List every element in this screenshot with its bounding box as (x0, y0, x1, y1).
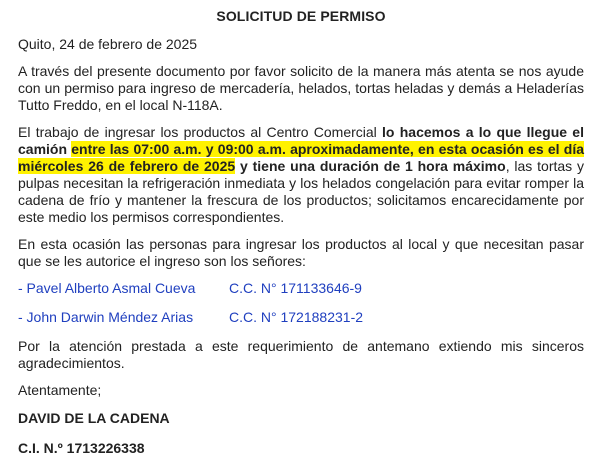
paragraph-people-intro: En esta ocasión las personas para ingresar los productos al local y que necesitan pasar que se les autorice el ingreso son los señores: (18, 236, 584, 269)
date-line: Quito, 24 de febrero de 2025 (18, 36, 198, 52)
person-row (18, 280, 584, 297)
person-name: - Pavel Alberto Asmal Cueva (18, 280, 196, 296)
paragraph-thanks: Por la atención prestada a este requerimiento de antemano extiendo mis sinceros agradecimientos. (18, 338, 584, 371)
schedule-text-bold: lo hacemos a lo que llegue el camión (18, 124, 584, 157)
document-page (18, 6, 584, 470)
schedule-text-rest: , las tortas y pulpas necesitan la refrigeración inmediata y los helados congelación para evitar romper la cadena de frío y mantener la frescura de los productos; solicitamos encarecidamente por este medio los permisos correspondientes. (18, 158, 584, 225)
person-id: C.C. N° 172188231-2 (229, 309, 364, 325)
schedule-highlight: entre las 07:00 a.m. y 09:00 a.m. aproximadamente, en esta ocasión es el día miércoles 26 de febrero de 2025 (18, 141, 585, 174)
paragraph-request: A través del presente documento por favor solicito de la manera más atenta se nos ayude con un permiso para ingreso de mercadería, helados, tortas heladas y demás a Heladerías Tutto Freddo, en el local N-118A. (18, 63, 584, 113)
signer-name: DAVID DE LA CADENA (18, 410, 170, 426)
document-title: SOLICITUD DE PERMISO (216, 8, 386, 24)
schedule-duration: y tiene una duración de 1 hora máximo (235, 158, 506, 174)
person-id: C.C. N° 171133646-9 (229, 280, 362, 296)
signer-id: C.I. N.º 1713226338 (18, 440, 145, 456)
closing-line: Atentamente; (18, 382, 102, 398)
schedule-text-intro: El trabajo de ingresar los productos al Centro Comercial (18, 124, 383, 140)
person-name: - John Darwin Méndez Arias (18, 309, 194, 325)
paragraph-schedule (18, 124, 584, 226)
person-row (18, 309, 584, 326)
